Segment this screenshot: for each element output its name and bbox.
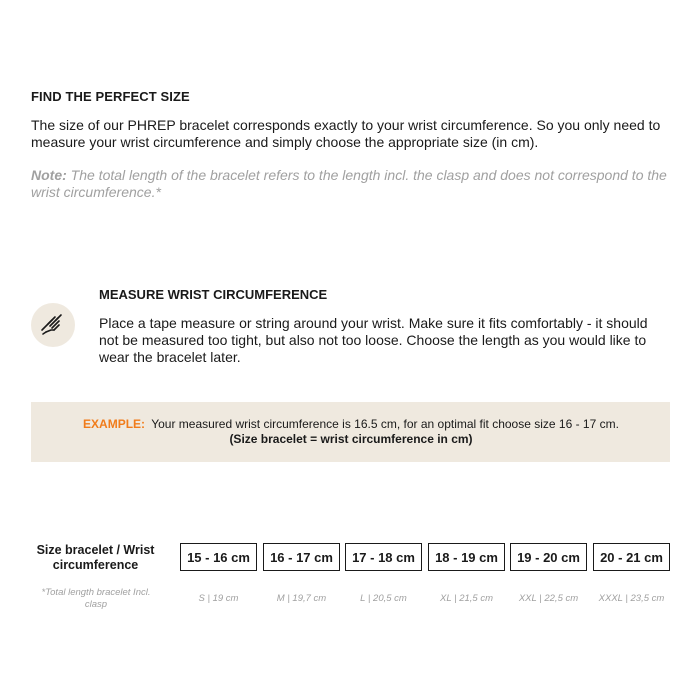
hand-icon: [39, 311, 67, 339]
size-length: XL | 21,5 cm: [440, 593, 493, 604]
size-table-footnote: *Total length bracelet Incl. clasp: [41, 587, 151, 610]
size-box[interactable]: 19 - 20 cm: [510, 543, 587, 571]
size-length: XXXL | 23,5 cm: [598, 593, 665, 604]
size-box[interactable]: 18 - 19 cm: [428, 543, 505, 571]
size-length: XXL | 22,5 cm: [518, 593, 579, 604]
size-table-header: Size bracelet / Wrist circumference: [36, 543, 155, 572]
measure-title: MEASURE WRIST CIRCUMFERENCE: [99, 287, 328, 302]
size-box[interactable]: 15 - 16 cm: [180, 543, 257, 571]
perfect-size-text: The size of our PHREP bracelet corresponds exactly to your wrist circumference. So you only need to measure your wrist circumference and simply choose the appropriate size (in cm).: [31, 117, 661, 150]
perfect-size-title: FIND THE PERFECT SIZE: [31, 89, 190, 104]
hand-icon-circle: [31, 303, 75, 347]
example-bold: (Size bracelet = wrist circumference in cm): [229, 432, 473, 446]
note-text: The total length of the bracelet refers to the length incl. the clasp and does not correspond to the wrist circumference.*: [31, 167, 667, 200]
example-label: EXAMPLE:: [83, 417, 146, 431]
size-length: M | 19,7 cm: [276, 593, 327, 604]
measure-text: Place a tape measure or string around your wrist. Make sure it fits comfortably - it should not be measured too tight, but also not too loose. Choose the length as you would like to wear the bracelet later.: [99, 315, 648, 365]
size-box[interactable]: 20 - 21 cm: [593, 543, 670, 571]
size-box[interactable]: 16 - 17 cm: [263, 543, 340, 571]
perfect-size-note: [31, 167, 671, 201]
size-length: L | 20,5 cm: [360, 593, 407, 604]
note-label: Note:: [31, 167, 67, 183]
size-length: S | 19 cm: [198, 593, 239, 604]
example-text: [81, 417, 621, 447]
example-box: [31, 402, 670, 462]
size-box[interactable]: 17 - 18 cm: [345, 543, 422, 571]
example-body: Your measured wrist circumference is 16.5 cm, for an optimal fit choose size 16 - 17 cm.: [151, 417, 619, 431]
